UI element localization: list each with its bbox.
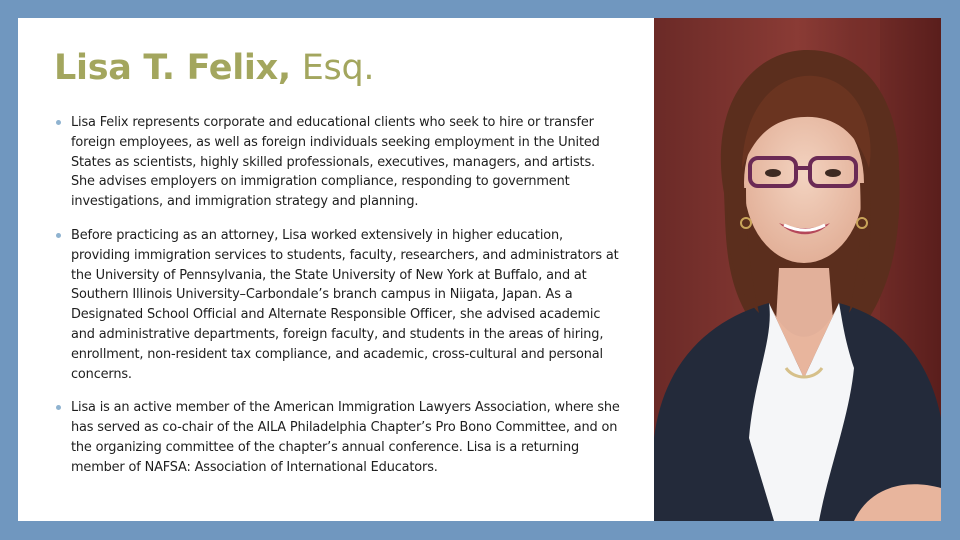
bullet-dot-icon [56,120,61,125]
portrait-photo [654,18,941,521]
title-suffix: Esq. [290,48,375,88]
bio-bullet-text: Lisa Felix represents corporate and educational clients who seek to hire or transfer foreign employees, as well as foreign individuals seeking employment in the United States as scientists, highly skilled professionals, executives, managers, and artists. She advises employers on immigration compliance, responding to government investigations, and immigration strategy and planning. [71,115,600,210]
slide [18,18,941,521]
bio-bullet-1 [54,113,622,212]
bio-bullet-3 [54,398,622,477]
bio-bullet-2 [54,226,622,384]
slide-title [54,48,374,88]
title-name: Lisa T. Felix, [54,48,291,88]
bullet-dot-icon [56,405,61,410]
bio-bullet-text: Before practicing as an attorney, Lisa worked extensively in higher education, providing immigration services to students, faculty, researchers, and administrators at the University of Pennsylvania, the State University of New York at Buffalo, and at Southern Illinois University–Carbondale’s branch campus in Niigata, Japan. As a Designated School Official and Alternate Responsible Officer, she advised academic and administrative departments, foreign faculty, and students in the areas of hiring, enrollment, non-resident tax compliance, and academic, cross-cultural and personal concerns. [71,227,619,382]
bio-bullet-list [54,113,622,492]
bio-bullet-text: Lisa is an active member of the American Immigration Lawyers Association, where she has served as co-chair of the AILA Philadelphia Chapter’s Pro Bono Committee, and on the organizing committee of the chapter’s annual conference. Lisa is a returning member of NAFSA: Association of International Educators. [71,400,620,475]
portrait-illustration [654,18,941,521]
bullet-dot-icon [56,233,61,238]
